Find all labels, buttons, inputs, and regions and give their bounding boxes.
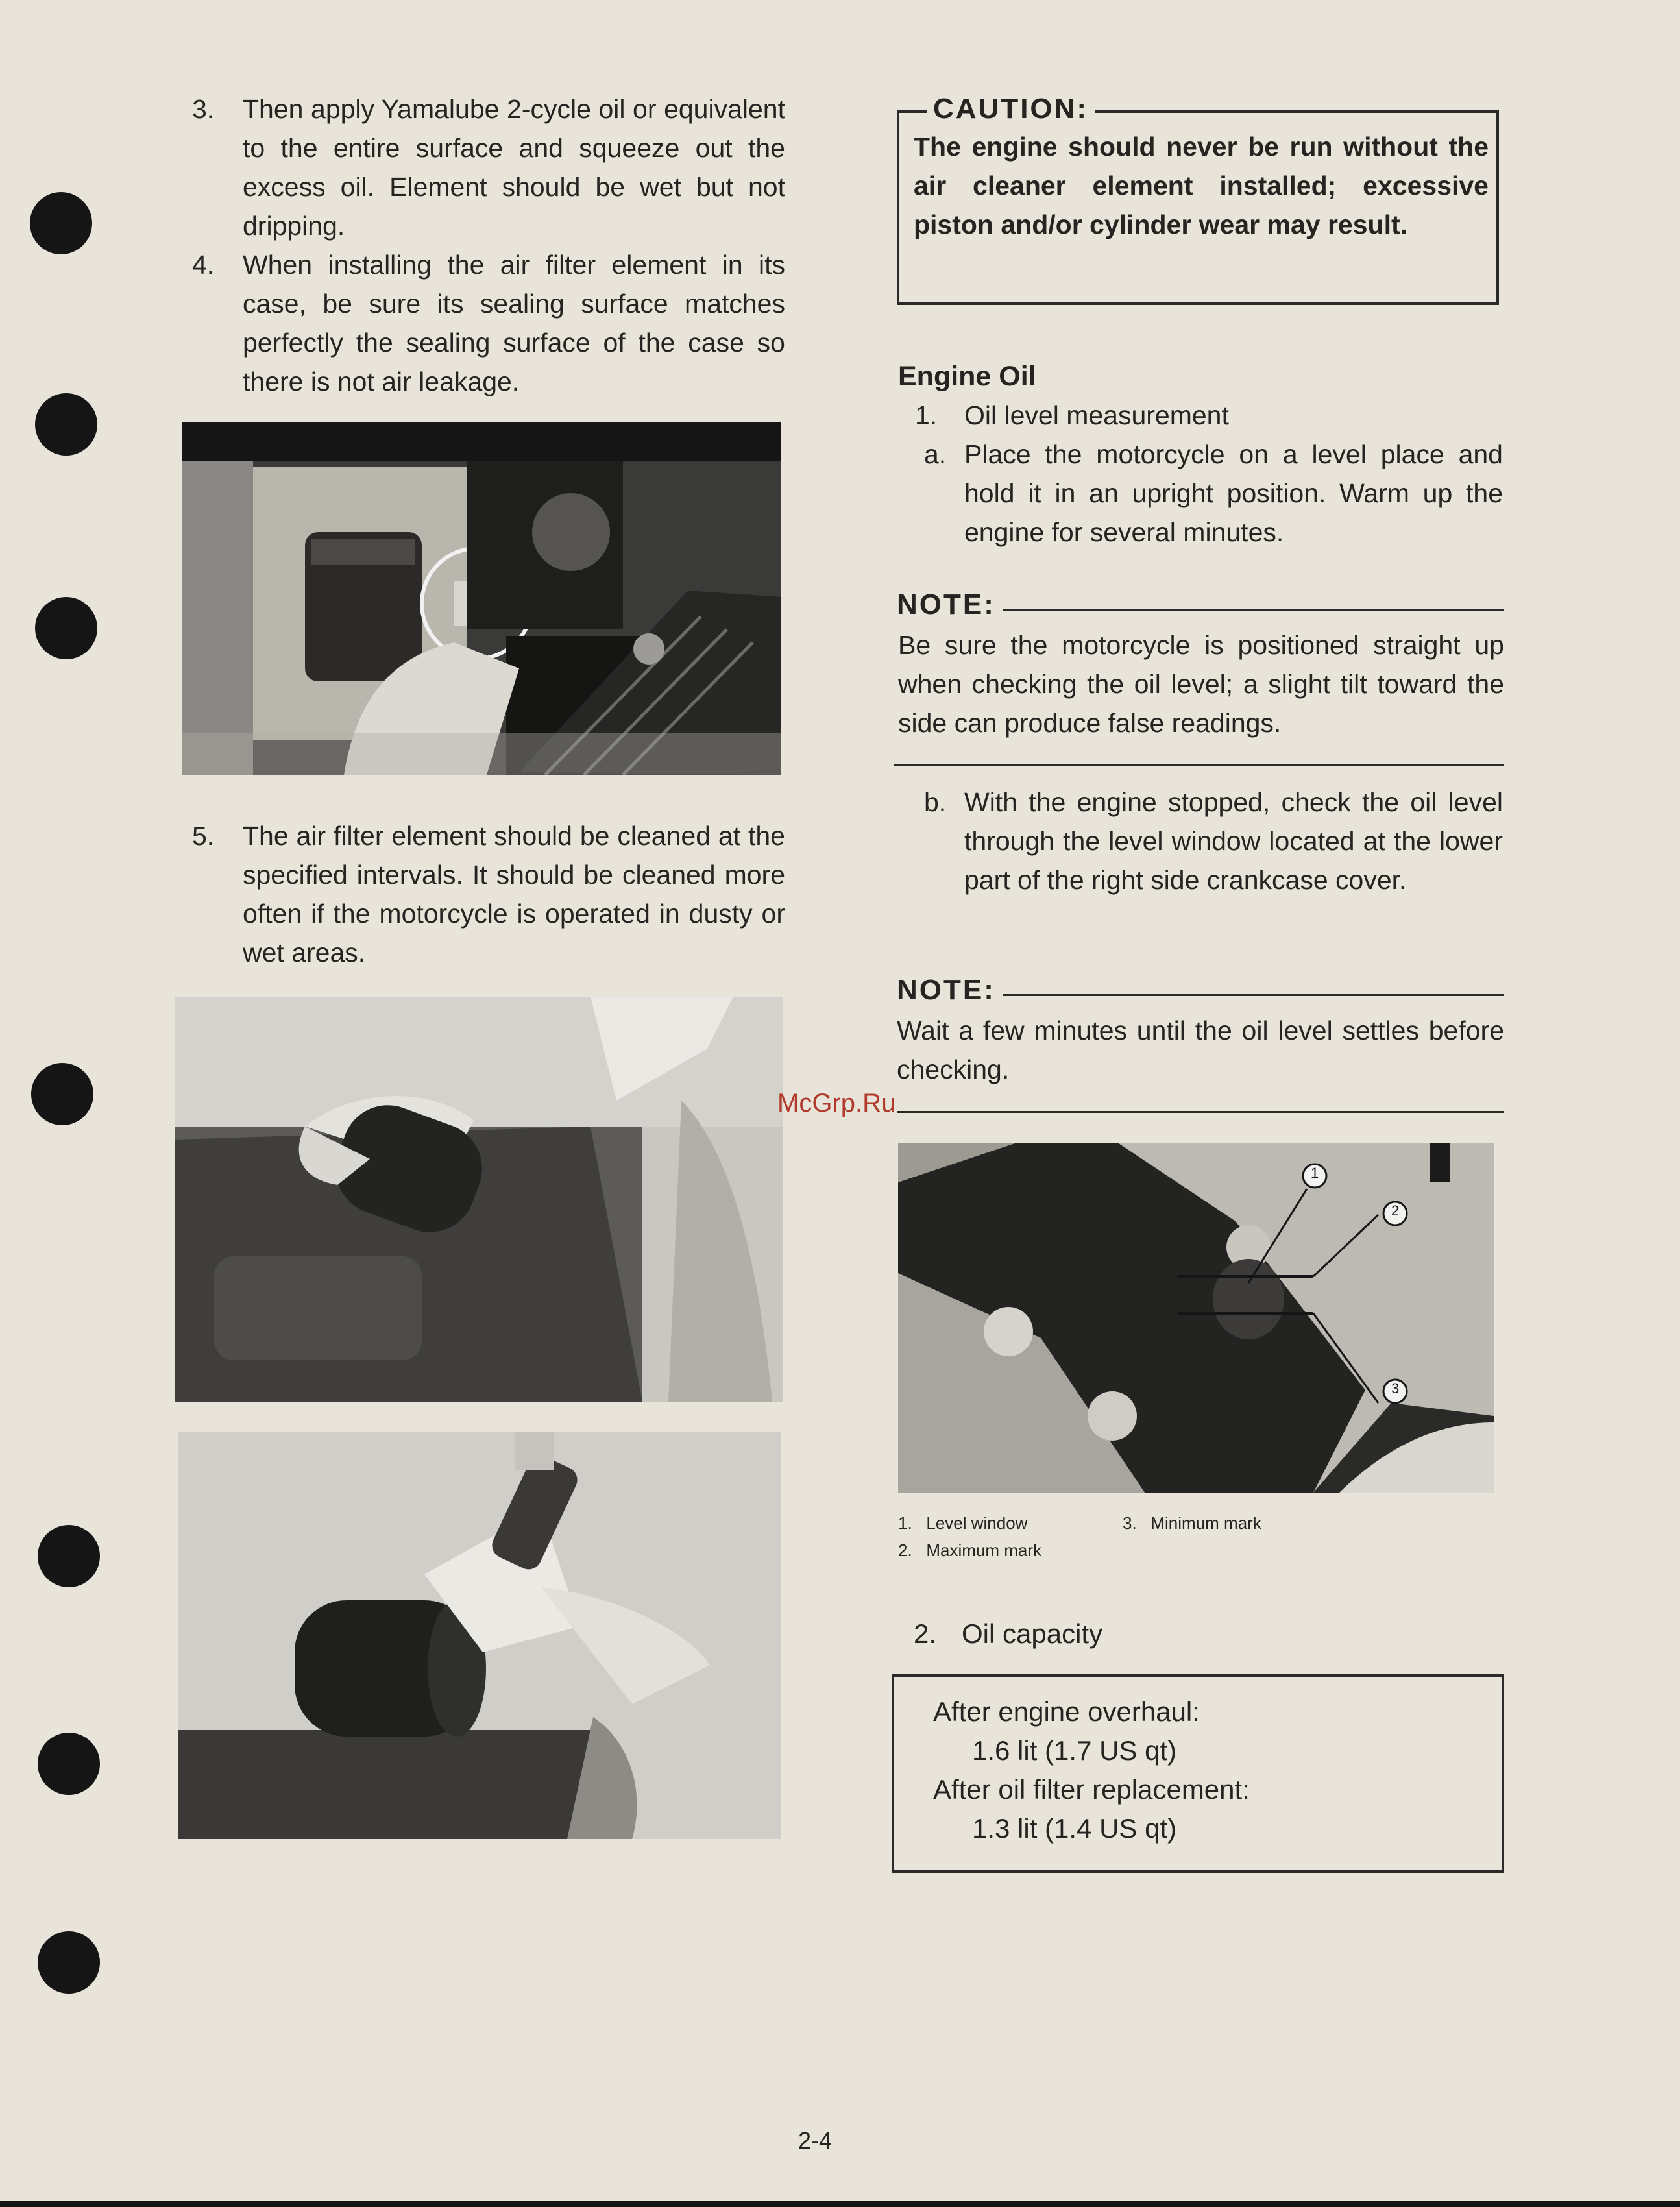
caution-title: CAUTION:: [927, 91, 1095, 127]
binder-hole: [35, 393, 97, 456]
binder-hole: [38, 1931, 100, 1994]
note-1-bottom-rule: [894, 764, 1504, 766]
legend-1: 1. Level window: [898, 1513, 1028, 1533]
squeeze-element-photo: [175, 997, 783, 1402]
step-number: 4.: [192, 250, 215, 280]
oil-element-photo: [178, 1432, 781, 1839]
step-4: [192, 245, 785, 401]
callout-3: 3: [1391, 1380, 1400, 1396]
step-text: The air filter element should be cleaned at the specified intervals. It should be cleaned more often if the motorcycle is operated in dusty or wet areas.: [243, 821, 785, 968]
step-2-number: 2.: [914, 1618, 937, 1649]
filter-value: 1.3 lit (1.4 US qt): [972, 1813, 1177, 1844]
step-b-text: With the engine stopped, check the oil level through the level window located at the lower part of the right side crankcase cover.: [964, 787, 1503, 895]
binder-hole: [30, 192, 92, 254]
watermark: McGrp.Ru: [777, 1089, 896, 1117]
step-5: [192, 816, 785, 972]
step-1-label: Oil level measurement: [964, 400, 1229, 430]
binder-hole: [38, 1525, 100, 1587]
overhaul-value: 1.6 lit (1.7 US qt): [972, 1735, 1177, 1766]
binder-hole: [35, 597, 97, 659]
note-2-bottom-rule: [897, 1111, 1504, 1113]
engine-oil-heading: Engine Oil: [898, 361, 1036, 392]
left-column: [192, 90, 785, 401]
step-a-text: Place the motorcycle on a level place and hold it in an upright position. Warm up the engine for several minutes.: [964, 439, 1503, 547]
step-number: 5.: [192, 821, 215, 851]
left-column-lower: [192, 816, 785, 972]
page-number: 2-4: [798, 2127, 833, 2154]
step-b-number: b.: [924, 787, 947, 817]
step-text: Then apply Yamalube 2-cycle oil or equivalent to the entire surface and squeeze out the excess oil. Element should be wet but not dripping.: [243, 94, 785, 241]
filter-label: After oil filter replacement:: [933, 1774, 1250, 1805]
callout-2: 2: [1391, 1202, 1400, 1219]
legend-3: 3. Minimum mark: [1123, 1513, 1261, 1533]
note-1-title: NOTE:: [897, 587, 1003, 623]
oil-level-window-photo: [898, 1143, 1494, 1493]
binder-hole: [31, 1063, 93, 1125]
caution-text: The engine should never be run without the air cleaner element installed; excessive piston and/or cylinder wear may result.: [914, 132, 1489, 239]
binder-hole: [38, 1733, 100, 1795]
step-number: 3.: [192, 94, 215, 124]
note-2-title: NOTE:: [897, 972, 1003, 1008]
note-2-text: Wait a few minutes until the oil level settles before checking.: [897, 1016, 1504, 1084]
legend-2: 2. Maximum mark: [898, 1541, 1042, 1560]
step-a-number: a.: [924, 439, 947, 469]
step-3: [192, 90, 785, 245]
note-1-text: Be sure the motorcycle is positioned straight up when checking the oil level; a slight tilt toward the side can produce false readings.: [898, 630, 1504, 738]
step-1-number: 1.: [915, 400, 938, 430]
step-text: When installing the air filter element in its case, be sure its sealing surface matches perfectly the sealing surface of the case so there is not air leakage.: [243, 250, 785, 396]
callout-1: 1: [1311, 1165, 1319, 1181]
air-filter-installation-photo: [182, 422, 781, 775]
step-2-label: Oil capacity: [962, 1618, 1103, 1649]
page-bottom-edge: [0, 2201, 1680, 2207]
overhaul-label: After engine overhaul:: [933, 1696, 1200, 1727]
